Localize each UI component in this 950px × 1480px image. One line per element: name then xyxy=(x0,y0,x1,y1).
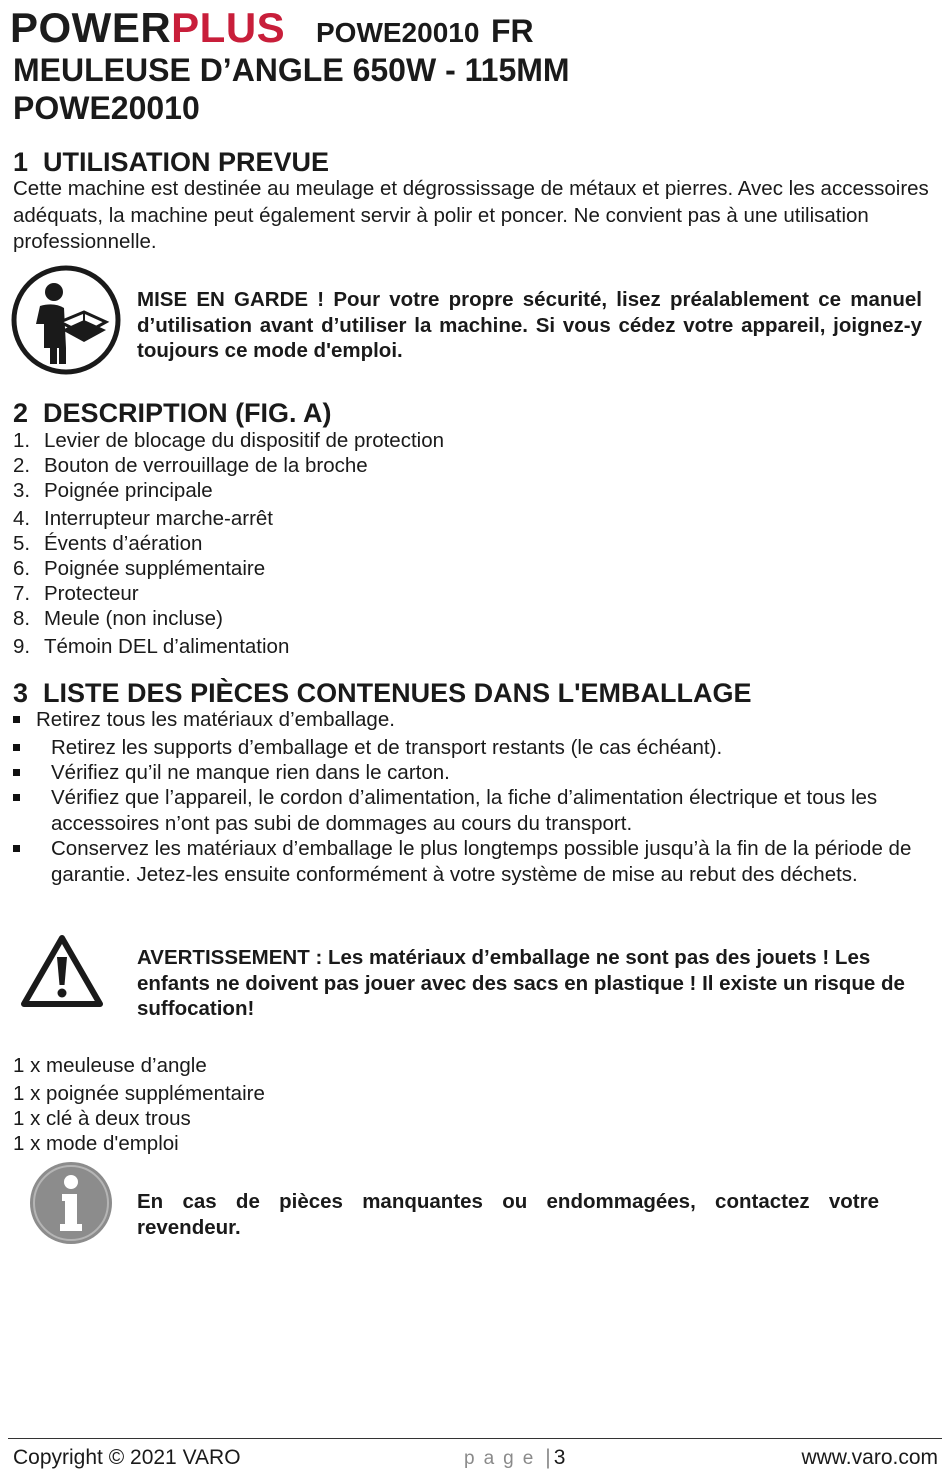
list-item: 1 x clé à deux trous xyxy=(13,1107,191,1130)
page-number: page | 3 xyxy=(464,1446,566,1469)
model-code: POWE20010 xyxy=(316,17,480,48)
info-icon xyxy=(28,1160,114,1246)
section-3-info: En cas de pièces manquantes ou endommagées, contactez votre revendeur. xyxy=(137,1190,879,1239)
list-item: Conservez les matériaux d’emballage le plus longtemps possible jusqu’à la fin de la période de garantie. Jetez-les ensuite conformément à votre système de mise au rebut des déchets. xyxy=(13,836,921,888)
footer-website: www.varo.com xyxy=(801,1446,938,1469)
page-title-line-1: MEULEUSE D’ANGLE 650W - 115MM xyxy=(13,52,570,88)
list-item: Retirez les supports d’emballage et de transport restants (le cas échéant). xyxy=(13,735,937,761)
list-item: 3. Poignée principale xyxy=(13,479,213,502)
language-code: FR xyxy=(491,13,534,49)
list-item: 1 x poignée supplémentaire xyxy=(13,1082,265,1105)
list-item: 1 x meuleuse d’angle xyxy=(13,1054,207,1077)
section-3-warning: AVERTISSEMENT : Les matériaux d’emballage ne sont pas des jouets ! Les enfants ne doivent pas jouer avec des sacs en plastique ! Il existe un risque de suffocation! xyxy=(137,946,905,1020)
list-item: Retirez tous les matériaux d’emballage. xyxy=(13,707,936,733)
section-1-text: Cette machine est destinée au meulage et dégrossissage de métaux et pierres. Avec les accessoires adéquats, la machine peut également servir à polir et poncer. Ne convient pas à une utilisation professionnelle. xyxy=(13,177,929,253)
list-item: 6. Poignée supplémentaire xyxy=(13,557,266,580)
section-1-heading: 1 UTILISATION PREVUE xyxy=(13,147,330,177)
list-item: Vérifiez qu’il ne manque rien dans le carton. xyxy=(13,760,937,786)
list-item: 1. Levier de blocage du dispositif de protection xyxy=(13,429,445,452)
list-item: 8. Meule (non incluse) xyxy=(13,607,223,630)
warning-triangle-icon xyxy=(20,933,104,1009)
list-item: 7. Protecteur xyxy=(13,582,139,605)
list-item: 5. Évents d’aération xyxy=(13,532,203,555)
list-item: 9. Témoin DEL d’alimentation xyxy=(13,635,290,658)
list-item: 4. Interrupteur marche-arrêt xyxy=(13,507,274,530)
footer-divider xyxy=(8,1438,942,1439)
brand-logo: POWERPLUS xyxy=(10,4,286,51)
footer-copyright: Copyright © 2021 VARO xyxy=(13,1446,241,1469)
page-title-line-2: POWE20010 xyxy=(13,90,200,126)
read-manual-icon xyxy=(10,264,122,376)
list-item: 1 x mode d'emploi xyxy=(13,1132,179,1155)
list-item: Vérifiez que l’appareil, le cordon d’alimentation, la fiche d’alimentation électrique et tous les accessoires n’ont pas subi de dommages au cours du transport. xyxy=(13,785,937,837)
list-item: 2. Bouton de verrouillage de la broche xyxy=(13,454,368,477)
section-2-heading: 2 DESCRIPTION (FIG. A) xyxy=(13,398,332,428)
section-1-warning: MISE EN GARDE ! Pour votre propre sécurité, lisez préalablement ce manuel d’utilisation avant d’utiliser la machine. Si vous cédez votre appareil, joignez-y toujours ce mode d'emploi. xyxy=(137,288,922,362)
section-3-heading: 3 LISTE DES PIÈCES CONTENUES DANS L'EMBALLAGE xyxy=(13,678,752,708)
